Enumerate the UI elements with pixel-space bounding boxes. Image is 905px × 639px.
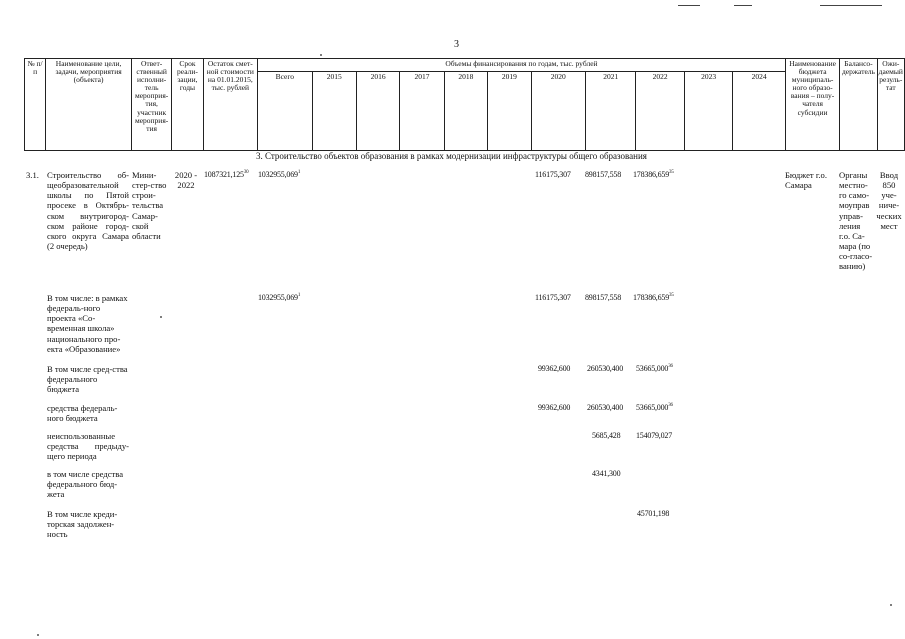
object-name: Строительство об-щеобразовательной школы по Пятой просеке в Октябрь-ском внутригород-ском районе город-ского округа Самара (2 очередь) [47,170,129,251]
sub-row-label: неиспользованные средства предыду-щего периода [47,431,129,462]
sub-row-2020: 116175,307 [535,293,571,302]
scan-speck [890,604,892,606]
responsible-executor: Мини-стер-ство строи-тельства Самар-ской области [132,170,167,241]
sub-row-2021: 898157,558 [585,293,622,302]
header-year: 2023 [684,72,732,151]
header-budget-recipient: Наименование бюджета муниципаль-ного образо-вания – полу-чателя субсидии [785,59,839,151]
header-holder: Балансо-держатель [840,59,877,151]
expected-result: Ввод 850 уче-ниче-ческих мест [876,170,902,231]
sub-row-label: В том числе: в рамках федераль-ного проекта «Со-временная школа» национального про-екта «Образование» [47,293,128,354]
header-year: 2019 [488,72,531,151]
header-year: 2022 [636,72,684,151]
budget-recipient: Бюджет г.о. Самара [785,170,827,191]
header-year: 2016 [356,72,399,151]
header-num: № п/п [25,59,46,151]
sub-row-label: средства федераль-ного бюджета [47,403,118,424]
header-responsible: Ответ-ственный исполни-тель мероприя-тия, участник мероприя-тия [131,59,171,151]
scan-line [820,5,882,6]
total-value: 1032955,069$^1$ [258,170,301,179]
sub-row-2022: 154079,027 [636,431,673,440]
header-total: Всего [258,72,312,151]
sub-row-2020: 99362,600 [538,403,571,412]
sub-row-label: В том числе креди-торская задолжен-ность [47,509,118,540]
header-remainder: Остаток смет-ной стоимости на 01.01.2015, тыс. рублей [203,59,257,151]
scan-speck [160,316,162,318]
header-name: Наименование цели, задачи, мероприятия (объекта) [46,59,132,151]
sub-row-2021: 260530,400 [587,403,624,412]
header-term: Срок реали-зации, годы [172,59,203,151]
sub-row-2020: 99362,600 [538,364,571,373]
value-2022: 178386,659$^{35}$ [633,170,674,179]
page-number: 3 [454,39,459,50]
header-result: Ожи-даемый резуль-тат [877,59,904,151]
sub-row-label: В том числе сред-ства федерального бюджета [47,364,128,395]
sub-row-total: 1032955,069$^1$ [258,293,301,302]
header-year: 2021 [586,72,636,151]
scan-line [734,5,752,6]
implementation-term: 2020 - 2022 [174,170,198,191]
value-2021: 898157,558 [585,170,622,179]
scan-speck [37,634,39,636]
header-funding: Объемы финансирования по годам, тыс. рублей [258,59,786,72]
header-year: 2020 [531,72,585,151]
funding-table-header [24,58,905,151]
header-year: 2018 [444,72,487,151]
header-year: 2015 [312,72,356,151]
balance-holder: Органы местно-го само-моуправ управ-ления г.о. Са-мара (по со-гласо-ванию) [839,170,873,272]
section-title: 3. Строительство объектов образования в рамках модернизации инфраструктуры общего образования [256,151,647,161]
sub-row-2021: 4341,300 [592,469,621,478]
sub-row-2021: 5685,428 [592,431,621,440]
sub-row-2022: 45701,198 [637,509,670,518]
scan-speck [320,54,322,56]
sub-row-label: в том числе средства федерального бюд-жета [47,469,124,500]
remainder-value: 1087321,125$^{30}$ [204,170,249,179]
scan-line [678,5,700,6]
sub-row-2022: 53665,000$^{36}$ [636,364,673,373]
sub-row-2021: 260530,400 [587,364,624,373]
sub-row-2022: 53665,000$^{36}$ [636,403,673,412]
header-year: 2024 [733,72,786,151]
sub-row-2022: 178386,659$^{35}$ [633,293,674,302]
row-number: 3.1. [26,170,39,180]
value-2020: 116175,307 [535,170,571,179]
header-year: 2017 [400,72,444,151]
